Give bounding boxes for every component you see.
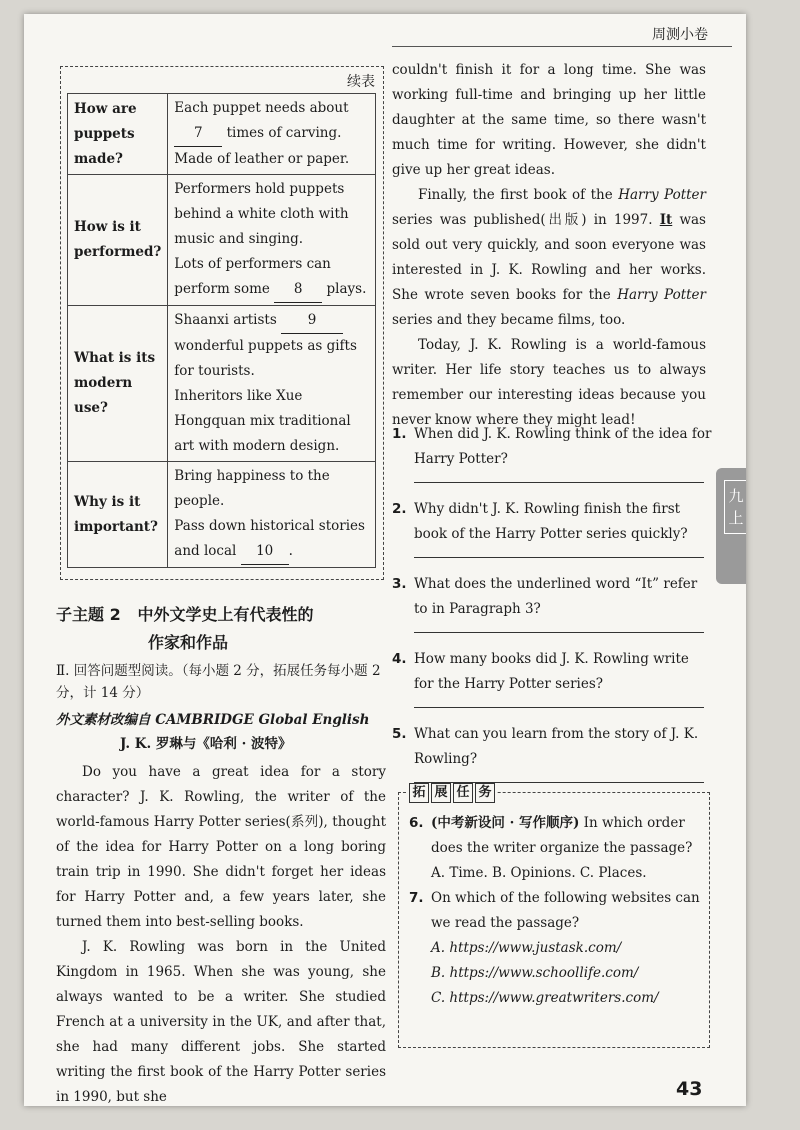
row-answer [168, 94, 376, 175]
info-table [67, 93, 376, 568]
underlined-word-it: It [659, 212, 673, 228]
row-answer [168, 306, 376, 462]
question-text: On which of the following websites can we read the passage? [431, 890, 700, 931]
text: series was published(出版) in 1997. [392, 212, 653, 228]
row-answer [168, 462, 376, 568]
subtopic-title-line2: 作家和作品 [148, 633, 229, 652]
blank-field[interactable]: 8 [274, 277, 322, 303]
row-answer [168, 175, 376, 306]
paragraph-4: Today, J. K. Rowling is a world-famous writer. Her life story teaches us to always remember our interesting ideas because you never know where they might lead! [392, 337, 706, 428]
tag-char: 务 [475, 783, 495, 803]
blank-field[interactable]: 7 [174, 121, 222, 147]
question-number: 1. [392, 426, 407, 442]
question-item [392, 497, 712, 547]
continued-label: 续表 [347, 74, 375, 90]
question-item [392, 422, 712, 472]
tag-char: 展 [431, 783, 451, 803]
question-text: When did J. K. Rowling think of the idea for Harry Potter? [414, 426, 712, 467]
question-number: 3. [392, 576, 407, 592]
option-c[interactable]: C. https://www.greatwriters.com/ [431, 990, 659, 1006]
passage-title: J. K. 罗琳与《哈利 · 波特》 [120, 736, 292, 752]
blank-field[interactable]: 10 [241, 539, 289, 565]
answer-text: Inheritors like Xue Hongquan mix traditional art with modern design. [174, 388, 351, 454]
paragraph-2: J. K. Rowling was born in the United Kingdom in 1965. When she was young, she always wanted to be a writer. She studied French at a university in the UK, and after that, she had many different jobs. She started writing the first book of the Harry Potter series in 1990, but she [56, 939, 386, 1105]
option-a[interactable]: A. https://www.justask.com/ [431, 940, 622, 956]
question-item [392, 722, 712, 772]
option-b[interactable]: B. https://www.schoollife.com/ [431, 965, 639, 981]
side-tab-line2: 上 [728, 509, 744, 527]
subtopic-title [56, 602, 313, 625]
worksheet-page [24, 14, 746, 1106]
table-row [68, 462, 376, 568]
answer-line[interactable] [414, 557, 704, 558]
paragraph-3 [392, 183, 706, 333]
question-text: Why didn't J. K. Rowling finish the first book of the Harry Potter series quickly? [414, 501, 688, 542]
paragraph-2-cont: couldn't finish it for a long time. She was working full-time and bringing up her little daughter at the same time, so there wasn't much time for writing. However, she didn't give up her great ideas. [392, 62, 706, 178]
question-text: What can you learn from the story of J. K. Rowling? [414, 726, 699, 767]
question-text: What does the underlined word “It” refer to in Paragraph 3? [414, 576, 698, 617]
answer-line[interactable] [414, 632, 704, 633]
subtopic-title-line1: 中外文学史上有代表性的 [137, 605, 314, 624]
answer-text: times of carving. [226, 125, 342, 141]
passage-left [56, 760, 386, 1106]
subtopic-number: 子主题 2 [56, 605, 121, 624]
questions-list [392, 422, 712, 797]
answer-text: Performers hold puppets behind a white cloth with music and singing. [174, 181, 349, 247]
source-line: 外文素材改编自 CAMBRIDGE Global English [56, 712, 370, 728]
question-item [409, 886, 701, 936]
answer-text: Bring happiness to the people. [174, 468, 330, 509]
row-question: How are puppets made? [68, 94, 168, 175]
info-table-box [60, 66, 384, 580]
table-row [68, 306, 376, 462]
table-row [68, 94, 376, 175]
answer-text: Shaanxi artists [174, 312, 277, 328]
question-number: 5. [392, 726, 407, 742]
question-number: 4. [392, 651, 407, 667]
tag-char: 拓 [409, 783, 429, 803]
question-item [392, 572, 712, 622]
header-label: 周测小卷 [652, 27, 708, 43]
question-text: In which order does the writer organize the passage? [431, 815, 693, 856]
page-number: 43 [676, 1078, 703, 1100]
text: was sold out very quickly, and soon everyone was interested in J. K. Rowling and her works. She wrote seven books for the [392, 212, 706, 303]
extension-task-box [398, 785, 710, 1048]
header-rule [392, 46, 732, 47]
answer-line[interactable] [414, 707, 704, 708]
text: Finally, the first book of the [418, 187, 613, 203]
table-row [68, 175, 376, 306]
row-question: How is it performed? [68, 175, 168, 306]
answer-text: Made of leather or paper. [174, 151, 350, 167]
answer-text: Pass down historical stories and local [174, 518, 365, 559]
text: Harry Potter [618, 187, 706, 203]
answer-text: plays. [326, 281, 367, 297]
text: series and they became films, too. [392, 312, 626, 328]
question-number: 7. [409, 890, 424, 906]
text: Harry Potter [617, 287, 706, 303]
answer-text: Lots of performers can perform some [174, 256, 331, 297]
tag-char: 任 [453, 783, 473, 803]
row-question: What is its modern use? [68, 306, 168, 462]
row-question: Why is it important? [68, 462, 168, 568]
question-item [392, 647, 712, 697]
question-text: How many books did J. K. Rowling write for the Harry Potter series? [414, 651, 689, 692]
blank-field[interactable]: 9 [281, 308, 343, 334]
passage-right [392, 58, 706, 433]
question-item [409, 811, 701, 861]
answer-text: wonderful puppets as gifts for tourists. [174, 338, 357, 379]
answer-line[interactable] [414, 482, 704, 483]
question-number: 6. [409, 815, 424, 831]
answer-text: . [288, 543, 293, 559]
answer-text: Each puppet needs about [174, 100, 349, 116]
side-tab [716, 468, 746, 584]
side-tab-line1: 九 [728, 487, 744, 505]
question-tag: (中考新设问 · 写作顺序) [431, 815, 580, 831]
question-options[interactable]: A. Time. B. Opinions. C. Places. [431, 865, 647, 881]
extension-body [409, 811, 701, 1011]
side-tab-label [724, 480, 746, 534]
question-number: 2. [392, 501, 407, 517]
section-heading: Ⅱ. 回答问题型阅读。（每小题 2 分，拓展任务每小题 2 分，计 14 分） [56, 663, 381, 701]
paragraph-1: Do you have a great idea for a story character? J. K. Rowling, the writer of the world-famous Harry Potter series(系列), thought of the idea for Harry Potter on a long boring train trip in 1990. She didn't forget her ideas for Harry Potter and, a few years later, she turned them into best-selling books. [56, 764, 386, 930]
extension-tag [407, 783, 497, 803]
